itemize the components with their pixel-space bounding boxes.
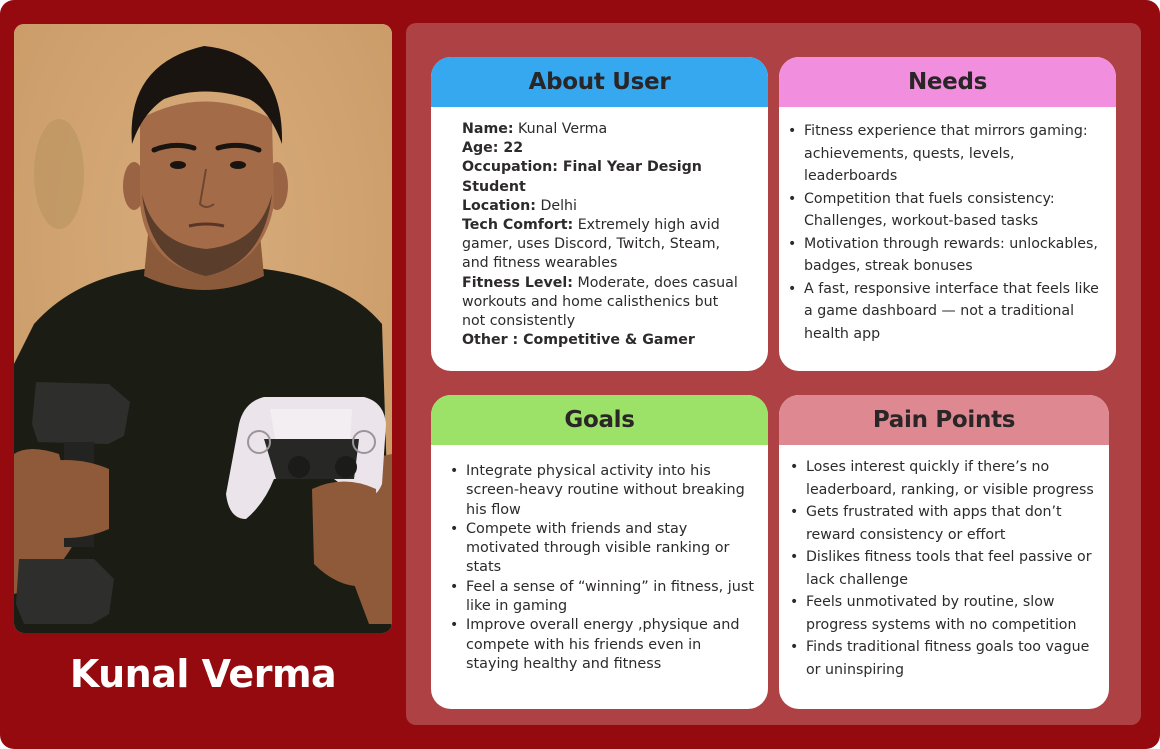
goals-card [431,395,768,709]
pain-points-title: Pain Points [779,395,1109,445]
about-name-row [462,120,744,139]
about-age-label: Age: 22 [462,140,524,157]
about-name-value: Kunal Verma [513,121,608,137]
pain-points-item: • Loses interest quickly if there’s no leaderboard, ranking, or visible progress [783,456,1103,501]
goals-item: • Integrate physical activity into his screen-heavy routine without breaking his flow [443,462,758,520]
about-user-title: About User [431,57,768,107]
about-name-label: Name: [462,121,514,137]
pain-points-list [783,456,1103,681]
about-other-row [462,331,744,350]
needs-item: • Motivation through rewards: unlockables, badges, streak bonuses [781,233,1110,278]
needs-item: • A fast, responsive interface that feels like a game dashboard — not a traditional health app [781,278,1110,346]
goals-list-container [431,445,768,674]
pain-points-list-container [779,445,1109,681]
about-location-label: Location: [462,197,536,214]
goals-item: • Compete with friends and stay motivated through visible ranking or stats [443,520,758,578]
needs-item: • Fitness experience that mirrors gaming: achievements, quests, levels, leaderboards [781,120,1110,188]
about-location-row [462,197,744,216]
goals-list [443,462,758,674]
about-tech-value: Extremely high avid gamer, uses Discord, Twitch, Steam, and fitness wearables [462,217,721,272]
persona-photo [14,24,392,633]
needs-title: Needs [779,57,1116,107]
about-fitness-row [462,274,744,332]
about-user-details [431,107,768,350]
persona-name: Kunal Verma [69,652,337,696]
about-location-value: Delhi [535,197,577,214]
needs-list [781,120,1110,345]
needs-item: • Competition that fuels consistency: Challenges, workout-based tasks [781,188,1110,233]
pain-points-item: • Gets frustrated with apps that don’t reward consistency or effort [783,501,1103,546]
goals-item: • Improve overall energy ,physique and compete with his friends even in staying healthy and fitness [443,616,758,674]
about-fitness-value: Moderate, does casual workouts and home calisthenics but not consistently [462,274,738,330]
about-occupation-label: Occupation: Final Year Design Student [462,159,702,195]
about-tech-label: Tech Comfort: [462,217,574,234]
about-occupation-row [462,158,744,196]
goals-title: Goals [431,395,768,445]
about-fitness-label: Fitness Level: [462,274,573,291]
about-tech-row [462,216,744,274]
needs-list-container [779,107,1116,345]
needs-card [779,57,1116,371]
pain-points-item: • Feels unmotivated by routine, slow progress systems with no competition [783,591,1103,636]
goals-item: • Feel a sense of “winning” in fitness, just like in gaming [443,578,758,617]
about-age-row [462,139,744,158]
persona-photo-illustration [14,24,392,633]
about-other-label: Other : Competitive & Gamer [462,332,695,349]
pain-points-item: • Dislikes fitness tools that feel passive or lack challenge [783,546,1103,591]
about-user-card [431,57,768,371]
pain-points-card [779,395,1109,709]
pain-points-item: • Finds traditional fitness goals too vague or uninspiring [783,636,1103,681]
